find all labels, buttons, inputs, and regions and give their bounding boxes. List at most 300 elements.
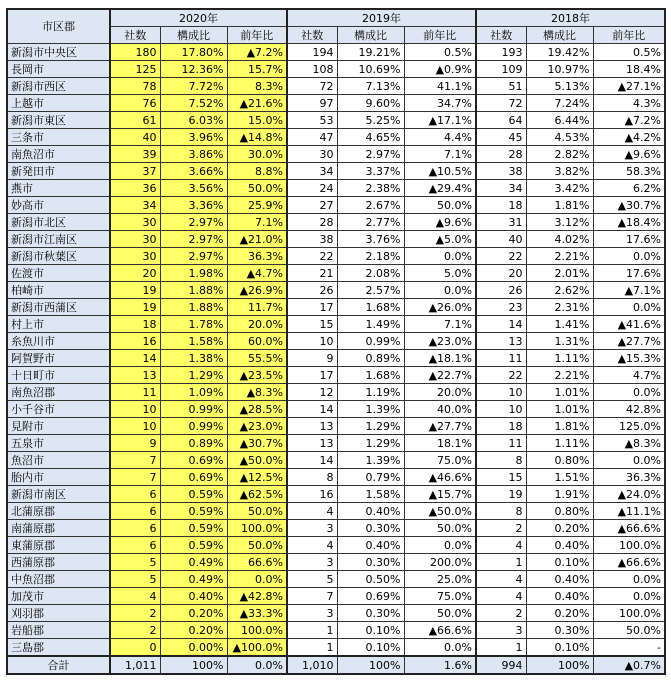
yoy-cell-2020: 50.0% [227, 180, 287, 197]
count-cell-2019: 14 [287, 452, 337, 469]
year-header-2018: 2018年 [476, 9, 665, 27]
yoy-cell-2018: ▲66.6% [593, 520, 665, 537]
year-header-2019: 2019年 [287, 9, 476, 27]
col-share-2018: 構成比 [526, 27, 593, 44]
yoy-cell-2018: ▲11.1% [593, 503, 665, 520]
share-cell-2019: 0.10% [337, 622, 404, 639]
total-row [7, 656, 665, 674]
table-row [7, 401, 665, 418]
count-cell-2018: 31 [476, 214, 526, 231]
yoy-cell-2020: 60.0% [227, 333, 287, 350]
yoy-cell-2018: 0.0% [593, 571, 665, 588]
col-share-2020: 構成比 [160, 27, 227, 44]
share-cell-2018: 3.82% [526, 163, 593, 180]
share-cell-2020: 6.03% [160, 112, 227, 129]
region-name-cell: 十日町市 [7, 367, 110, 384]
count-cell-2019: 13 [287, 418, 337, 435]
region-name-cell: 魚沼市 [7, 452, 110, 469]
table-row [7, 214, 665, 231]
count-cell-2020: 61 [110, 112, 160, 129]
yoy-cell-2019: 20.0% [404, 384, 476, 401]
count-cell-2019: 4 [287, 503, 337, 520]
share-cell-2019: 0.69% [337, 588, 404, 605]
count-cell-2020: 19 [110, 299, 160, 316]
yoy-cell-2020: 20.0% [227, 316, 287, 333]
count-cell-2018: 1 [476, 639, 526, 657]
count-cell-2018: 4 [476, 537, 526, 554]
share-cell-2018: 2.21% [526, 367, 593, 384]
count-cell-2019: 9 [287, 350, 337, 367]
share-cell-2018: 1.81% [526, 197, 593, 214]
region-name-cell: 新潟市江南区 [7, 231, 110, 248]
region-name-cell: 新潟市北区 [7, 214, 110, 231]
count-cell-2018: 15 [476, 469, 526, 486]
yoy-cell-2020: ▲100.0% [227, 639, 287, 657]
yoy-cell-2020: 0.0% [227, 571, 287, 588]
yoy-cell-2018: ▲66.6% [593, 554, 665, 571]
share-cell-2020: 17.80% [160, 44, 227, 61]
share-cell-2019: 0.89% [337, 350, 404, 367]
yoy-cell-2020: 7.1% [227, 214, 287, 231]
count-cell-2018: 51 [476, 78, 526, 95]
yoy-cell-2019: ▲27.7% [404, 418, 476, 435]
share-cell-2018: 0.80% [526, 452, 593, 469]
share-cell-2020: 3.56% [160, 180, 227, 197]
share-cell-2020: 0.59% [160, 486, 227, 503]
region-name-cell: 妙高市 [7, 197, 110, 214]
count-cell-2019: 17 [287, 367, 337, 384]
table-row [7, 316, 665, 333]
yoy-cell-2020: ▲23.0% [227, 418, 287, 435]
share-cell-2018: 3.42% [526, 180, 593, 197]
region-name-cell: 加茂市 [7, 588, 110, 605]
yoy-cell-2020: ▲12.5% [227, 469, 287, 486]
yoy-cell-2018: ▲27.7% [593, 333, 665, 350]
share-cell-2020: 2.97% [160, 231, 227, 248]
count-cell-2018: 38 [476, 163, 526, 180]
share-cell-2020: 3.36% [160, 197, 227, 214]
share-cell-2019: 0.50% [337, 571, 404, 588]
count-cell-2020: 6 [110, 486, 160, 503]
share-cell-2018: 10.97% [526, 61, 593, 78]
yoy-cell-2020: 55.5% [227, 350, 287, 367]
yoy-cell-2018: 6.2% [593, 180, 665, 197]
yoy-cell-2020: ▲14.8% [227, 129, 287, 146]
count-cell-2019: 1 [287, 622, 337, 639]
count-cell-2019: 38 [287, 231, 337, 248]
yoy-cell-2019: 7.1% [404, 146, 476, 163]
table-row [7, 435, 665, 452]
share-cell-2019: 7.13% [337, 78, 404, 95]
share-cell-2019: 1.68% [337, 299, 404, 316]
yoy-cell-2020: ▲8.3% [227, 384, 287, 401]
share-cell-2018: 1.11% [526, 435, 593, 452]
share-cell-2018: 2.62% [526, 282, 593, 299]
count-cell-2018: 11 [476, 435, 526, 452]
count-cell-2018: 20 [476, 265, 526, 282]
region-name-cell: 南魚沼郡 [7, 384, 110, 401]
yoy-cell-2019: ▲18.1% [404, 350, 476, 367]
share-cell-2018: 6.44% [526, 112, 593, 129]
table-row [7, 61, 665, 78]
count-cell-2020: 0 [110, 639, 160, 657]
region-name-cell: 新潟市東区 [7, 112, 110, 129]
share-cell-2018: 2.31% [526, 299, 593, 316]
count-cell-2020: 6 [110, 520, 160, 537]
col-yoy-2020: 前年比 [227, 27, 287, 44]
yoy-cell-2019: 0.5% [404, 44, 476, 61]
count-cell-2018: 28 [476, 146, 526, 163]
count-cell-2019: 1 [287, 639, 337, 657]
share-cell-2018: 0.10% [526, 554, 593, 571]
count-cell-2018: 109 [476, 61, 526, 78]
company-count-table-container [6, 8, 666, 675]
count-cell-2018: 3 [476, 622, 526, 639]
region-name-cell: 見附市 [7, 418, 110, 435]
yoy-cell-2019: ▲29.4% [404, 180, 476, 197]
share-cell-2019: 0.40% [337, 537, 404, 554]
yoy-cell-2020: ▲4.7% [227, 265, 287, 282]
region-name-cell: 糸魚川市 [7, 333, 110, 350]
yoy-cell-2018: 42.8% [593, 401, 665, 418]
share-cell-2020: 0.59% [160, 537, 227, 554]
table-row [7, 469, 665, 486]
share-cell-2020: 1.29% [160, 367, 227, 384]
count-cell-2020: 14 [110, 350, 160, 367]
col-count-2019: 社数 [287, 27, 337, 44]
share-cell-2018: 4.02% [526, 231, 593, 248]
count-cell-2018: 26 [476, 282, 526, 299]
table-row [7, 571, 665, 588]
share-cell-2020: 3.86% [160, 146, 227, 163]
count-cell-2019: 16 [287, 486, 337, 503]
count-cell-2020: 40 [110, 129, 160, 146]
count-cell-2019: 72 [287, 78, 337, 95]
table-row [7, 605, 665, 622]
share-cell-2018: 0.10% [526, 639, 593, 657]
col-yoy-2018: 前年比 [593, 27, 665, 44]
yoy-cell-2018: 0.0% [593, 248, 665, 265]
count-cell-2020: 16 [110, 333, 160, 350]
share-cell-2020: 0.69% [160, 452, 227, 469]
count-cell-2020: 6 [110, 503, 160, 520]
share-cell-2019: 2.57% [337, 282, 404, 299]
table-row [7, 78, 665, 95]
share-cell-2020: 2.97% [160, 248, 227, 265]
yoy-cell-2020: ▲21.0% [227, 231, 287, 248]
region-name-cell: 三条市 [7, 129, 110, 146]
total-count-2019: 1,010 [287, 656, 337, 674]
count-cell-2020: 30 [110, 231, 160, 248]
table-row [7, 554, 665, 571]
region-name-cell: 南蒲原郡 [7, 520, 110, 537]
share-cell-2019: 2.97% [337, 146, 404, 163]
yoy-cell-2018: 36.3% [593, 469, 665, 486]
table-row [7, 44, 665, 61]
count-cell-2020: 30 [110, 214, 160, 231]
count-cell-2020: 76 [110, 95, 160, 112]
count-cell-2019: 194 [287, 44, 337, 61]
share-cell-2020: 1.38% [160, 350, 227, 367]
yoy-cell-2020: 50.0% [227, 537, 287, 554]
yoy-cell-2020: 25.9% [227, 197, 287, 214]
yoy-cell-2019: 0.0% [404, 639, 476, 657]
count-cell-2019: 27 [287, 197, 337, 214]
table-row [7, 129, 665, 146]
share-cell-2018: 1.31% [526, 333, 593, 350]
count-cell-2019: 22 [287, 248, 337, 265]
count-cell-2018: 1 [476, 554, 526, 571]
total-label: 合計 [7, 656, 110, 674]
table-row [7, 112, 665, 129]
share-cell-2018: 0.80% [526, 503, 593, 520]
yoy-cell-2020: 8.8% [227, 163, 287, 180]
count-cell-2020: 4 [110, 588, 160, 605]
region-name-cell: 新潟市西蒲区 [7, 299, 110, 316]
count-cell-2020: 180 [110, 44, 160, 61]
share-cell-2019: 19.21% [337, 44, 404, 61]
yoy-cell-2020: 15.0% [227, 112, 287, 129]
region-name-cell: 胎内市 [7, 469, 110, 486]
share-cell-2019: 0.10% [337, 639, 404, 657]
yoy-cell-2020: ▲21.6% [227, 95, 287, 112]
share-cell-2019: 0.40% [337, 503, 404, 520]
table-row [7, 588, 665, 605]
share-cell-2018: 2.21% [526, 248, 593, 265]
count-cell-2020: 10 [110, 418, 160, 435]
yoy-cell-2018: 0.5% [593, 44, 665, 61]
yoy-cell-2018: ▲7.1% [593, 282, 665, 299]
yoy-cell-2020: 11.7% [227, 299, 287, 316]
table-row [7, 384, 665, 401]
count-cell-2020: 34 [110, 197, 160, 214]
yoy-cell-2019: 200.0% [404, 554, 476, 571]
region-name-cell: 北蒲原郡 [7, 503, 110, 520]
share-cell-2020: 3.96% [160, 129, 227, 146]
share-cell-2020: 1.58% [160, 333, 227, 350]
share-cell-2018: 19.42% [526, 44, 593, 61]
share-cell-2019: 5.25% [337, 112, 404, 129]
yoy-cell-2019: 0.0% [404, 248, 476, 265]
yoy-cell-2019: 7.1% [404, 316, 476, 333]
region-name-cell: 三島郡 [7, 639, 110, 657]
total-share-2019: 100% [337, 656, 404, 674]
yoy-cell-2019: ▲0.9% [404, 61, 476, 78]
yoy-cell-2020: ▲62.5% [227, 486, 287, 503]
yoy-cell-2018: ▲15.3% [593, 350, 665, 367]
count-cell-2020: 9 [110, 435, 160, 452]
yoy-cell-2019: 0.0% [404, 537, 476, 554]
count-cell-2020: 39 [110, 146, 160, 163]
yoy-cell-2018: 100.0% [593, 605, 665, 622]
table-row [7, 163, 665, 180]
yoy-cell-2018: 4.3% [593, 95, 665, 112]
share-cell-2020: 7.72% [160, 78, 227, 95]
yoy-cell-2020: 30.0% [227, 146, 287, 163]
share-cell-2019: 9.60% [337, 95, 404, 112]
share-cell-2019: 0.30% [337, 605, 404, 622]
share-cell-2018: 1.41% [526, 316, 593, 333]
share-cell-2020: 0.59% [160, 520, 227, 537]
count-cell-2018: 18 [476, 197, 526, 214]
total-yoy-2018: ▲0.7% [593, 656, 665, 674]
table-row [7, 537, 665, 554]
count-cell-2018: 10 [476, 384, 526, 401]
table-row [7, 622, 665, 639]
region-name-cell: 岩船郡 [7, 622, 110, 639]
count-cell-2019: 53 [287, 112, 337, 129]
share-cell-2018: 1.51% [526, 469, 593, 486]
count-cell-2019: 10 [287, 333, 337, 350]
count-cell-2019: 97 [287, 95, 337, 112]
yoy-cell-2018: ▲8.3% [593, 435, 665, 452]
count-cell-2018: 4 [476, 588, 526, 605]
count-cell-2018: 40 [476, 231, 526, 248]
table-row [7, 350, 665, 367]
yoy-cell-2020: 100.0% [227, 520, 287, 537]
count-cell-2018: 4 [476, 571, 526, 588]
yoy-cell-2018: - [593, 639, 665, 657]
share-cell-2020: 0.40% [160, 588, 227, 605]
yoy-cell-2020: ▲26.9% [227, 282, 287, 299]
yoy-cell-2018: ▲9.6% [593, 146, 665, 163]
col-count-2018: 社数 [476, 27, 526, 44]
count-cell-2018: 22 [476, 248, 526, 265]
yoy-cell-2018: ▲41.6% [593, 316, 665, 333]
share-cell-2020: 0.89% [160, 435, 227, 452]
table-row [7, 180, 665, 197]
count-cell-2018: 22 [476, 367, 526, 384]
share-cell-2018: 0.20% [526, 605, 593, 622]
table-row [7, 333, 665, 350]
share-cell-2019: 0.30% [337, 520, 404, 537]
share-cell-2018: 7.24% [526, 95, 593, 112]
yoy-cell-2019: 40.0% [404, 401, 476, 418]
yoy-cell-2019: ▲15.7% [404, 486, 476, 503]
count-cell-2018: 193 [476, 44, 526, 61]
share-cell-2020: 1.98% [160, 265, 227, 282]
yoy-cell-2020: ▲28.5% [227, 401, 287, 418]
table-row [7, 520, 665, 537]
yoy-cell-2018: ▲7.2% [593, 112, 665, 129]
count-cell-2020: 10 [110, 401, 160, 418]
count-cell-2019: 3 [287, 554, 337, 571]
region-header: 市区郡 [7, 9, 110, 44]
count-cell-2019: 4 [287, 537, 337, 554]
share-cell-2020: 1.88% [160, 282, 227, 299]
share-cell-2020: 0.00% [160, 639, 227, 657]
company-count-table [6, 8, 666, 675]
yoy-cell-2018: 17.6% [593, 231, 665, 248]
yoy-cell-2020: ▲42.8% [227, 588, 287, 605]
count-cell-2019: 108 [287, 61, 337, 78]
share-cell-2019: 0.79% [337, 469, 404, 486]
region-name-cell: 新発田市 [7, 163, 110, 180]
yoy-cell-2019: ▲26.0% [404, 299, 476, 316]
region-name-cell: 南魚沼市 [7, 146, 110, 163]
share-cell-2018: 0.40% [526, 537, 593, 554]
share-cell-2019: 2.67% [337, 197, 404, 214]
share-cell-2018: 1.91% [526, 486, 593, 503]
count-cell-2020: 13 [110, 367, 160, 384]
col-count-2020: 社数 [110, 27, 160, 44]
count-cell-2020: 30 [110, 248, 160, 265]
count-cell-2018: 2 [476, 520, 526, 537]
yoy-cell-2019: 18.1% [404, 435, 476, 452]
yoy-cell-2020: ▲50.0% [227, 452, 287, 469]
yoy-cell-2018: ▲24.0% [593, 486, 665, 503]
share-cell-2019: 1.29% [337, 435, 404, 452]
count-cell-2018: 14 [476, 316, 526, 333]
share-cell-2020: 0.49% [160, 554, 227, 571]
yoy-cell-2020: 100.0% [227, 622, 287, 639]
share-cell-2020: 1.09% [160, 384, 227, 401]
share-cell-2018: 2.01% [526, 265, 593, 282]
count-cell-2019: 21 [287, 265, 337, 282]
yoy-cell-2018: 18.4% [593, 61, 665, 78]
region-name-cell: 新潟市西区 [7, 78, 110, 95]
yoy-cell-2018: ▲30.7% [593, 197, 665, 214]
yoy-cell-2019: ▲10.5% [404, 163, 476, 180]
yoy-cell-2018: 50.0% [593, 622, 665, 639]
count-cell-2019: 3 [287, 605, 337, 622]
share-cell-2018: 0.40% [526, 571, 593, 588]
yoy-cell-2019: 50.0% [404, 520, 476, 537]
region-name-cell: 佐渡市 [7, 265, 110, 282]
count-cell-2018: 34 [476, 180, 526, 197]
col-share-2019: 構成比 [337, 27, 404, 44]
yoy-cell-2020: 50.0% [227, 503, 287, 520]
count-cell-2020: 19 [110, 282, 160, 299]
count-cell-2020: 7 [110, 469, 160, 486]
yoy-cell-2019: ▲22.7% [404, 367, 476, 384]
yoy-cell-2018: 4.7% [593, 367, 665, 384]
yoy-cell-2018: 125.0% [593, 418, 665, 435]
share-cell-2018: 1.01% [526, 401, 593, 418]
table-row [7, 367, 665, 384]
count-cell-2018: 64 [476, 112, 526, 129]
yoy-cell-2020: ▲23.5% [227, 367, 287, 384]
count-cell-2019: 47 [287, 129, 337, 146]
yoy-cell-2019: 50.0% [404, 197, 476, 214]
table-row [7, 418, 665, 435]
count-cell-2020: 11 [110, 384, 160, 401]
count-cell-2020: 5 [110, 554, 160, 571]
share-cell-2018: 4.53% [526, 129, 593, 146]
count-cell-2020: 5 [110, 571, 160, 588]
yoy-cell-2019: ▲9.6% [404, 214, 476, 231]
total-share-2018: 100% [526, 656, 593, 674]
yoy-cell-2020: ▲30.7% [227, 435, 287, 452]
share-cell-2019: 2.38% [337, 180, 404, 197]
share-cell-2019: 1.39% [337, 452, 404, 469]
count-cell-2018: 72 [476, 95, 526, 112]
share-cell-2019: 2.18% [337, 248, 404, 265]
region-name-cell: 刈羽郡 [7, 605, 110, 622]
share-cell-2019: 4.65% [337, 129, 404, 146]
count-cell-2018: 23 [476, 299, 526, 316]
share-cell-2020: 7.52% [160, 95, 227, 112]
count-cell-2018: 19 [476, 486, 526, 503]
share-cell-2018: 0.20% [526, 520, 593, 537]
region-name-cell: 阿賀野市 [7, 350, 110, 367]
share-cell-2019: 3.76% [337, 231, 404, 248]
yoy-cell-2019: 34.7% [404, 95, 476, 112]
count-cell-2019: 7 [287, 588, 337, 605]
yoy-cell-2020: 15.7% [227, 61, 287, 78]
count-cell-2019: 17 [287, 299, 337, 316]
region-name-cell: 新潟市秋葉区 [7, 248, 110, 265]
